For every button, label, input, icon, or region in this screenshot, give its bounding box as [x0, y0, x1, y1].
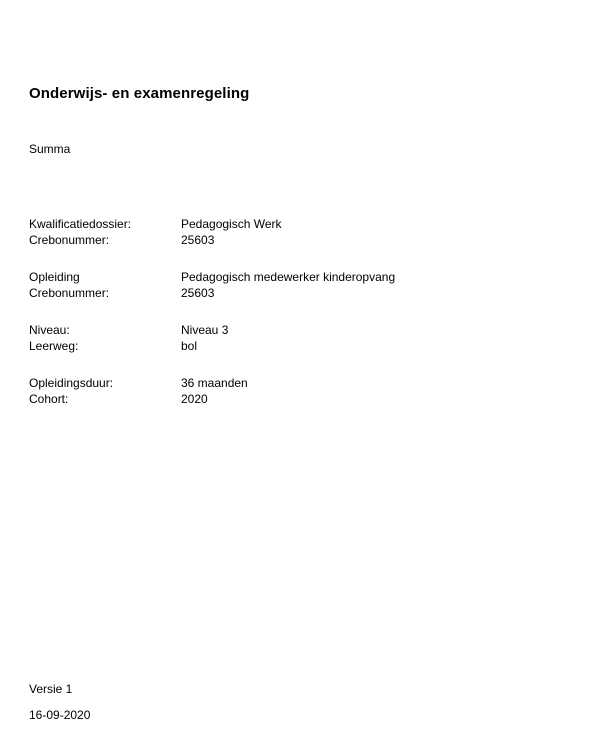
qualification-block — [29, 216, 282, 248]
info-label: Opleidingsduur: — [29, 376, 114, 390]
info-row-opleiding — [29, 269, 395, 285]
info-value: 36 maanden — [181, 376, 248, 390]
date-label: 16-09-2020 — [29, 708, 91, 722]
info-value: bol — [181, 339, 198, 353]
organization-name: Summa — [29, 142, 71, 156]
program-block — [29, 269, 395, 301]
info-row-crebonummer — [29, 285, 395, 301]
info-label: Opleiding — [29, 270, 80, 284]
info-label: Cohort: — [29, 392, 69, 406]
info-value: Pedagogisch medewerker kinderopvang — [181, 270, 396, 284]
info-label: Niveau: — [29, 323, 70, 337]
page-title: Onderwijs- en examenregeling — [29, 85, 250, 102]
info-row-cohort — [29, 391, 248, 407]
info-value: 2020 — [181, 392, 208, 406]
level-block — [29, 322, 228, 354]
info-value: Pedagogisch Werk — [181, 217, 282, 231]
info-label: Crebonummer: — [29, 286, 110, 300]
info-label: Kwalificatiedossier: — [29, 217, 132, 231]
info-row-crebonummer — [29, 232, 282, 248]
info-row-leerweg — [29, 338, 228, 354]
duration-block — [29, 375, 248, 407]
info-label: Leerweg: — [29, 339, 79, 353]
info-value: 25603 — [181, 286, 215, 300]
info-value: Niveau 3 — [181, 323, 229, 337]
info-row-niveau — [29, 322, 228, 338]
info-label: Crebonummer: — [29, 233, 110, 247]
info-value: 25603 — [181, 233, 215, 247]
version-label: Versie 1 — [29, 682, 73, 696]
info-row-kwalificatiedossier — [29, 216, 282, 232]
info-row-opleidingsduur — [29, 375, 248, 391]
